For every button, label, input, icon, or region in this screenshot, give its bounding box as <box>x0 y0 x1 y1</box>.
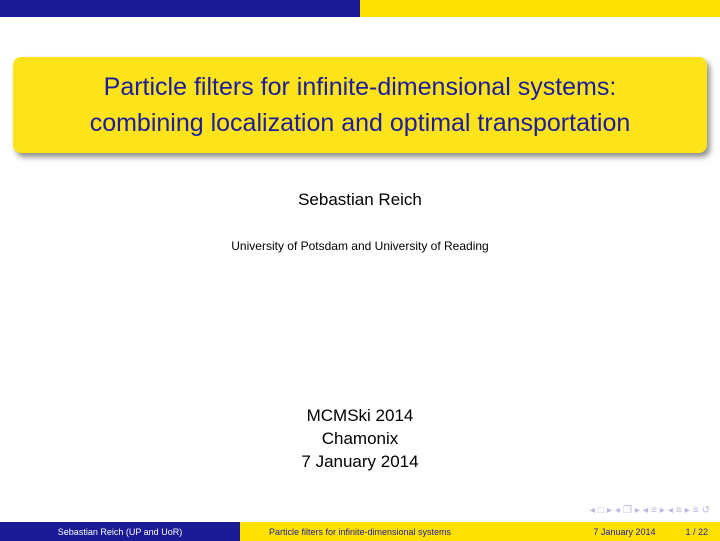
nav-subsection-icon[interactable]: ❐ <box>622 504 632 516</box>
event-name: MCMSki 2014 <box>306 406 414 425</box>
title-line-1: Particle filters for infinite-dimensional systems: <box>103 73 617 101</box>
title-box <box>13 57 707 153</box>
footer-page-number: 1 / 22 <box>685 526 708 537</box>
nav-prev-icon[interactable]: ◂ <box>667 504 673 516</box>
event-location: Chamonix <box>321 429 399 448</box>
event-info <box>0 404 720 473</box>
footer-date: 7 January 2014 <box>593 526 656 537</box>
nav-prev-icon[interactable]: ◂ <box>614 504 620 516</box>
nav-doc-icon[interactable]: ≡ <box>675 504 682 516</box>
nav-frame-icon[interactable]: □ <box>597 504 604 516</box>
top-bar-yellow <box>360 0 720 17</box>
top-bar <box>0 0 720 17</box>
nav-next-icon[interactable]: ▸ <box>659 504 665 516</box>
nav-prev-icon[interactable]: ◂ <box>589 504 595 516</box>
event-date: 7 January 2014 <box>301 452 419 471</box>
nav-align-icon[interactable]: ≡ <box>692 504 699 516</box>
nav-section-icon[interactable]: ≡ <box>650 504 657 516</box>
nav-next-icon[interactable]: ▸ <box>634 504 640 516</box>
footer <box>0 522 720 541</box>
nav-search-icon[interactable]: ↺ <box>701 504 710 516</box>
nav-next-icon[interactable]: ▸ <box>606 504 612 516</box>
beamer-navigation <box>470 503 710 517</box>
nav-prev-icon[interactable]: ◂ <box>642 504 648 516</box>
nav-next-icon[interactable]: ▸ <box>684 504 690 516</box>
footer-author: Sebastian Reich (UP and UoR) <box>0 522 240 541</box>
author: Sebastian Reich <box>298 190 422 209</box>
footer-right <box>480 522 720 541</box>
footer-title: Particle filters for infinite-dimensional systems <box>240 522 480 541</box>
title-line-2: combining localization and optimal transportation <box>89 109 631 137</box>
top-bar-blue <box>0 0 360 17</box>
institute: University of Potsdam and University of Reading <box>231 239 489 253</box>
